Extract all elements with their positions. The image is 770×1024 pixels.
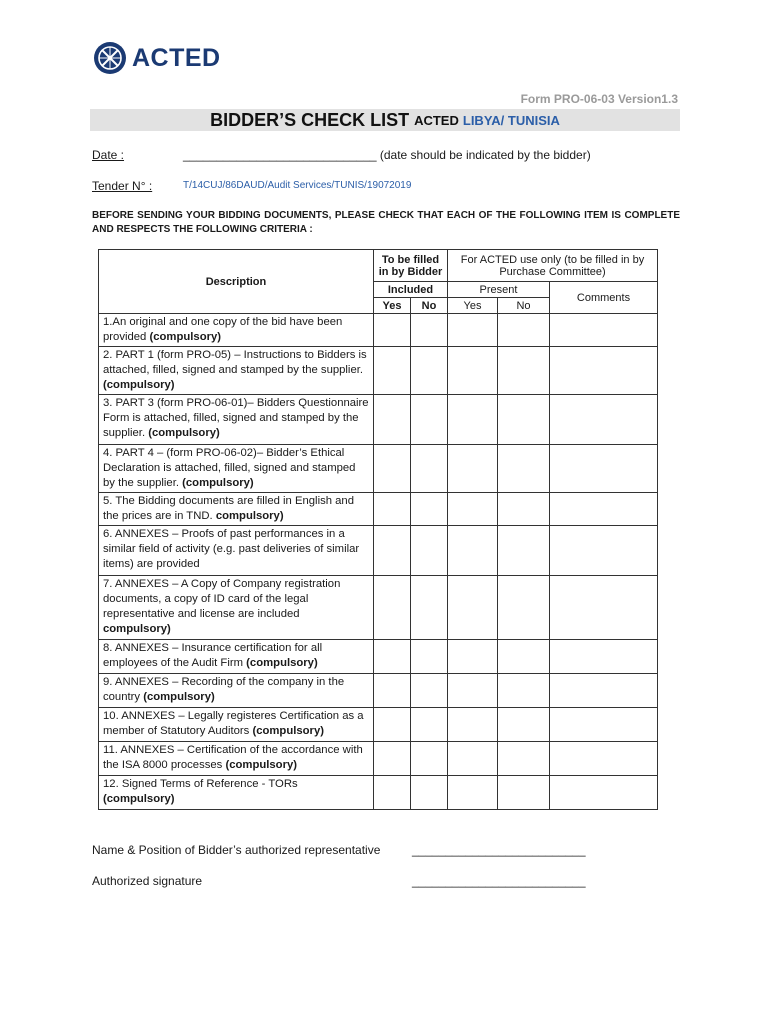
bidder-no-cell[interactable] [411, 674, 448, 708]
checklist-item-description [99, 640, 374, 674]
acted-yes-cell[interactable] [448, 314, 498, 347]
acted-globe-icon [93, 41, 127, 75]
acted-no-cell[interactable] [498, 347, 550, 395]
acted-header: For ACTED use only (to be filled in by Purchase Committee) [448, 250, 658, 282]
bidder-yes-header: Yes [374, 298, 411, 314]
title-main: BIDDER’S CHECK LIST [210, 109, 410, 130]
table-row [99, 674, 658, 708]
acted-no-header: No [498, 298, 550, 314]
table-row [99, 526, 658, 576]
description-header: Description [99, 250, 374, 314]
item-text: 8. ANNEXES – Insurance certification for all employees of the Audit Firm [103, 642, 323, 669]
acted-no-cell[interactable] [498, 576, 550, 640]
comments-cell[interactable] [550, 742, 658, 776]
comments-cell[interactable] [550, 347, 658, 395]
item-requirement: (compulsory) [149, 331, 222, 343]
acted-yes-cell[interactable] [448, 395, 498, 445]
comments-cell[interactable] [550, 314, 658, 347]
bidder-yes-cell[interactable] [374, 776, 411, 810]
acted-no-cell[interactable] [498, 674, 550, 708]
acted-no-cell[interactable] [498, 445, 550, 493]
bidder-yes-cell[interactable] [374, 493, 411, 526]
bidder-yes-cell[interactable] [374, 742, 411, 776]
bidder-yes-cell[interactable] [374, 708, 411, 742]
tender-label: Tender N° : [92, 179, 153, 193]
signature-field[interactable]: __________________________ [412, 874, 586, 888]
item-text: 7. ANNEXES – A Copy of Company registration documents, a copy of ID card of the legal representative and license are included [103, 578, 341, 620]
item-requirement: (compulsory) [103, 379, 175, 391]
page-title [90, 109, 680, 131]
bidder-no-header: No [411, 298, 448, 314]
acted-yes-cell[interactable] [448, 674, 498, 708]
checklist-item-description [99, 708, 374, 742]
acted-yes-cell[interactable] [448, 640, 498, 674]
bidder-no-cell[interactable] [411, 742, 448, 776]
checklist-item-description [99, 576, 374, 640]
item-text: 4. PART 4 – (form PRO-06-02)– Bidder’s Ethical Declaration is attached, filled, signed and stamped by the supplier. [103, 447, 356, 489]
item-text: 9. ANNEXES – Recording of the company in the country [103, 676, 345, 703]
table-row [99, 776, 658, 810]
table-row [99, 708, 658, 742]
item-requirement: (compulsory) [182, 477, 254, 489]
logo-wordmark: ACTED [132, 43, 221, 72]
bidder-no-cell[interactable] [411, 576, 448, 640]
checklist-item-description [99, 347, 374, 395]
acted-yes-cell[interactable] [448, 347, 498, 395]
bidder-yes-cell[interactable] [374, 314, 411, 347]
comments-cell[interactable] [550, 526, 658, 576]
table-row [99, 314, 658, 347]
comments-cell[interactable] [550, 640, 658, 674]
acted-no-cell[interactable] [498, 314, 550, 347]
acted-no-cell[interactable] [498, 776, 550, 810]
comments-header: Comments [550, 282, 658, 314]
table-row [99, 576, 658, 640]
table-row [99, 640, 658, 674]
acted-no-cell[interactable] [498, 395, 550, 445]
bidder-yes-cell[interactable] [374, 395, 411, 445]
bidder-no-cell[interactable] [411, 776, 448, 810]
acted-no-cell[interactable] [498, 493, 550, 526]
table-row [99, 742, 658, 776]
acted-yes-cell[interactable] [448, 776, 498, 810]
item-requirement: compulsory) [215, 510, 284, 522]
item-text: 10. ANNEXES – Legally registeres Certification as a member of Statutory Auditors [103, 710, 364, 737]
item-requirement: (compulsory) [148, 427, 220, 439]
form-version: Form PRO-06-03 Version1.3 [520, 92, 678, 106]
bidder-yes-cell[interactable] [374, 347, 411, 395]
item-text: 11. ANNEXES – Certification of the accordance with the ISA 8000 processes [103, 744, 363, 771]
item-text: 5. The Bidding documents are filled in English and the prices are in TND. [103, 495, 354, 522]
checklist-item-description [99, 493, 374, 526]
representative-field[interactable]: __________________________ [412, 843, 586, 857]
bidder-no-cell[interactable] [411, 526, 448, 576]
acted-no-cell[interactable] [498, 708, 550, 742]
bidder-yes-cell[interactable] [374, 674, 411, 708]
bidder-yes-cell[interactable] [374, 445, 411, 493]
bidder-no-cell[interactable] [411, 708, 448, 742]
acted-yes-cell[interactable] [448, 493, 498, 526]
item-text: 6. ANNEXES – Proofs of past performances in a similar field of activity (e.g. past deliveries of similar items) are provided [103, 528, 360, 570]
checklist-item-description [99, 674, 374, 708]
item-requirement: (compulsory) [225, 759, 298, 771]
item-requirement: (compulsory) [246, 657, 318, 669]
checklist-item-description [99, 526, 374, 576]
acted-logo [93, 41, 221, 75]
bidder-no-cell[interactable] [411, 314, 448, 347]
bidder-header: To be filled in by Bidder [374, 250, 448, 282]
bidder-yes-cell[interactable] [374, 640, 411, 674]
checklist-item-description [99, 776, 374, 810]
acted-yes-header: Yes [448, 298, 498, 314]
acted-yes-cell[interactable] [448, 526, 498, 576]
included-header: Included [374, 282, 448, 298]
checklist-item-description [99, 742, 374, 776]
comments-cell[interactable] [550, 708, 658, 742]
table-row [99, 395, 658, 445]
comments-cell[interactable] [550, 445, 658, 493]
item-text: 1.An original and one copy of the bid have been provided [103, 316, 343, 343]
tender-number: T/14CUJ/86DAUD/Audit Services/TUNIS/19072019 [183, 180, 412, 191]
bidder-no-cell[interactable] [411, 640, 448, 674]
checklist-item-description [99, 445, 374, 493]
comments-cell[interactable] [550, 576, 658, 640]
item-requirement: (compulsory) [252, 725, 324, 737]
bidder-no-cell[interactable] [411, 493, 448, 526]
representative-label: Name & Position of Bidder’s authorized representative [92, 843, 381, 857]
acted-no-cell[interactable] [498, 742, 550, 776]
checklist-table [98, 249, 658, 810]
bidder-no-cell[interactable] [411, 445, 448, 493]
acted-no-cell[interactable] [498, 640, 550, 674]
item-requirement: compulsory) [103, 623, 171, 635]
signature-label: Authorized signature [92, 874, 203, 888]
table-row [99, 493, 658, 526]
present-header: Present [448, 282, 550, 298]
comments-cell[interactable] [550, 776, 658, 810]
title-org: ACTED [414, 112, 459, 128]
date-field[interactable]: _____________________________ (date should be indicated by the bidder) [183, 148, 591, 162]
title-country: LIBYA/ TUNISIA [462, 112, 560, 128]
table-row [99, 347, 658, 395]
bidder-yes-cell[interactable] [374, 576, 411, 640]
acted-yes-cell[interactable] [448, 742, 498, 776]
item-text: 2. PART 1 (form PRO-05) – Instructions to Bidders is attached, filled, signed and stamped by the supplier. [103, 349, 367, 376]
instruction-text: BEFORE SENDING YOUR BIDDING DOCUMENTS, PLEASE CHECK THAT EACH OF THE FOLLOWING ITEM IS COMPLETE AND RESPECTS THE FOLLOWING CRITERIA : [92, 210, 680, 235]
table-row [99, 445, 658, 493]
bidder-no-cell[interactable] [411, 395, 448, 445]
date-label: Date : [92, 148, 125, 162]
bidder-yes-cell[interactable] [374, 526, 411, 576]
item-text: 12. Signed Terms of Reference - TORs [103, 778, 298, 790]
item-text: 3. PART 3 (form PRO-06-01)– Bidders Questionnaire Form is attached, filled, signed and stamped by the supplier. [103, 397, 369, 439]
item-requirement: (compulsory) [103, 793, 175, 805]
acted-yes-cell[interactable] [448, 576, 498, 640]
checklist-item-description [99, 395, 374, 445]
acted-yes-cell[interactable] [448, 445, 498, 493]
comments-cell[interactable] [550, 674, 658, 708]
item-requirement: (compulsory) [143, 691, 215, 703]
checklist-item-description [99, 314, 374, 347]
bidder-no-cell[interactable] [411, 347, 448, 395]
comments-cell[interactable] [550, 395, 658, 445]
comments-cell[interactable] [550, 493, 658, 526]
acted-no-cell[interactable] [498, 526, 550, 576]
acted-yes-cell[interactable] [448, 708, 498, 742]
